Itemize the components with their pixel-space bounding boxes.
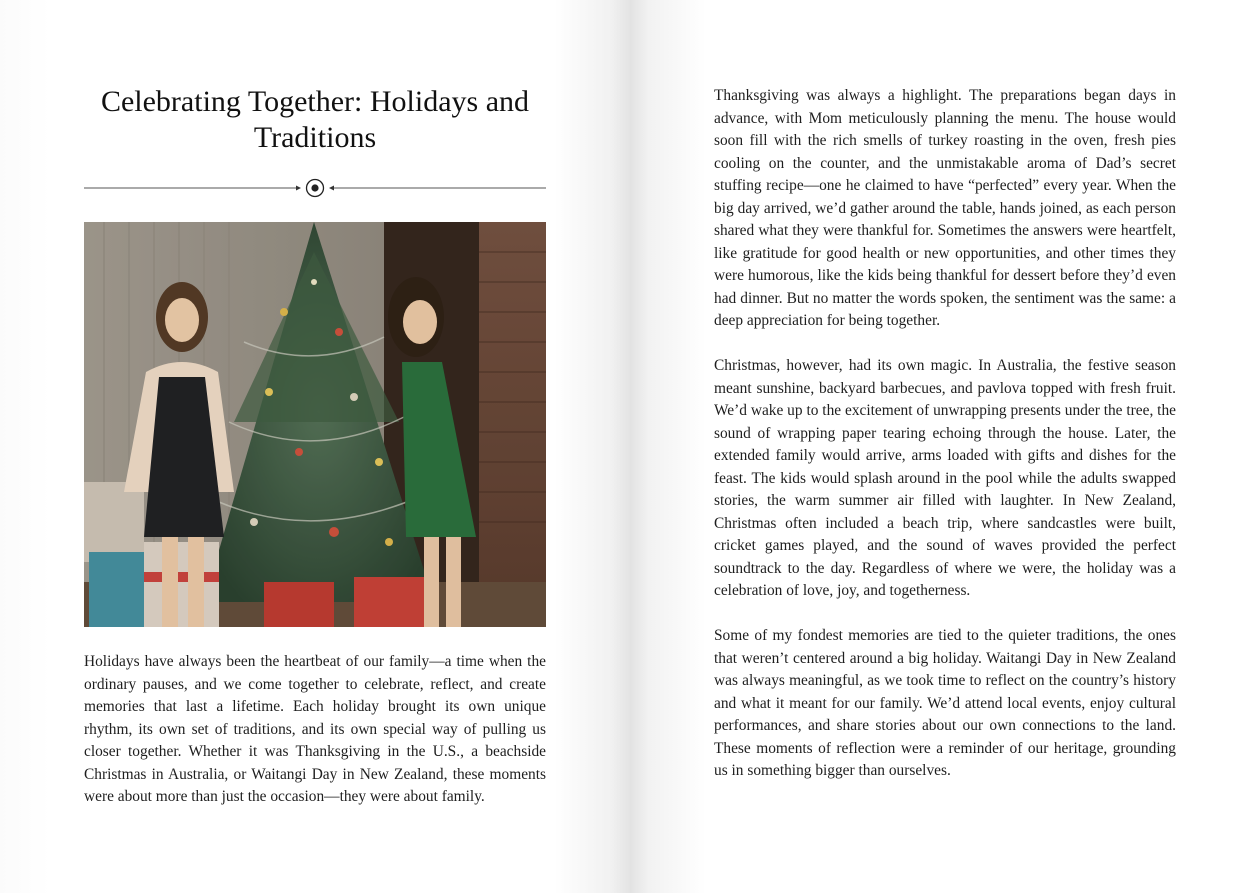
quiet-traditions-paragraph: Some of my fondest memories are tied to the quieter traditions, the ones that weren’t centered around a big holiday. Waitangi Day in New Zealand was always meaningful, as we took time to reflect on the country’s history and what it meant for our family. We’d attend local events, enjoy cultural performances, and share stories about our own connections to the land. These moments of reflection were a reminder of our heritage, grounding us in something bigger than ourselves. (714, 627, 1176, 779)
chapter-title: Celebrating Together: Holidays and Traditions (100, 85, 530, 154)
christmas-paragraph: Christmas, however, had its own magic. In Australia, the festive season meant sunshine, backyard barbecues, and pavlova topped with fresh fruit. We’d wake up to the excitement of unwrapping presents under the tree, the sound of wrapping paper tearing echoing through the house. Later, the extended family would arrive, arms loaded with gifts and dishes for the feast. The kids would splash around in the pool while the adults swapped stories, the warm summer air filled with laughter. In New Zealand, Christmas often included a beach trip, where sandcastles were built, cricket games played, and the sound of waves provided the perfect soundtrack to the day. Regardless of where we were, the holiday was a celebration of love, joy, and togetherness. (714, 357, 1176, 599)
right-page-text (714, 85, 1176, 805)
family-christmas-photo (84, 222, 546, 627)
circle-dot-ornament-icon (84, 176, 546, 200)
intro-paragraph: Holidays have always been the heartbeat of our family—a time when the ordinary pauses, and we come together to celebrate, reflect, and create memories that last a lifetime. Each holiday brought its own unique rhythm, its own set of traditions, and its own special way of pulling us closer together. Whether it was Thanksgiving in the U.S., a beachside Christmas in Australia, or Waitangi Day in New Zealand, these moments were about more than just the occasion—they were about family. (84, 653, 546, 805)
thanksgiving-paragraph: Thanksgiving was always a highlight. The preparations began days in advance, with Mom meticulously planning the menu. The house would soon fill with the rich smells of turkey roasting in the oven, fresh pies cooling on the counter, and the unmistakable aroma of Dad’s secret stuffing recipe—one he claimed to have “perfected” every year. When the big day arrived, we’d gather around the table, hands joined, as each person shared what they were thankful for. Sometimes the answers were heartfelt, like gratitude for good health or new opportunities, and other times they were humorous, like the kids being thankful for dessert before they’d even had dinner. But no matter the words spoken, the sentiment was the same: a deep appreciation for being together. (714, 87, 1176, 329)
